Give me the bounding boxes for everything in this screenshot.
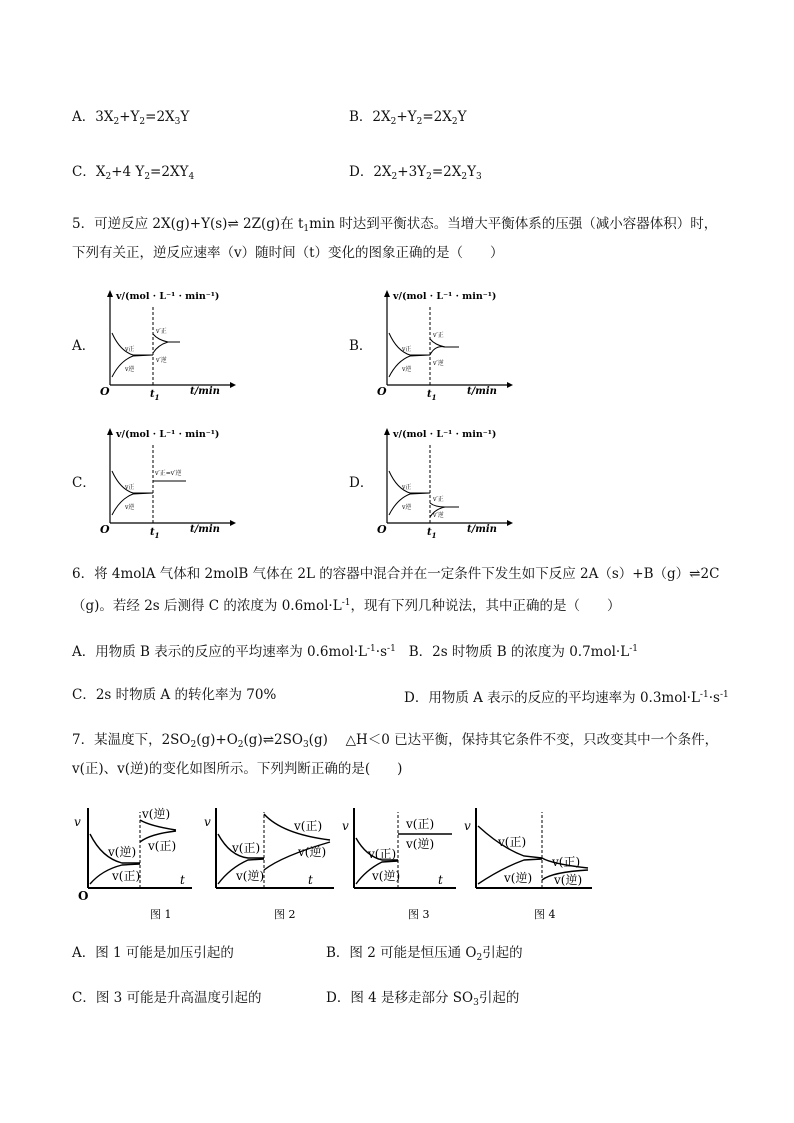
- x-axis-label: t/min: [467, 386, 497, 397]
- t1-label: $t_1$: [427, 527, 437, 540]
- v-label: v: [74, 815, 81, 829]
- q5-option-c-label: C．: [72, 475, 96, 491]
- y-axis-label: v/(mol · L⁻¹ · min⁻¹): [116, 429, 220, 440]
- t-label: t: [308, 873, 313, 887]
- q7-option-b: B．图 2 可能是恒压通 $O_2$引起的: [326, 945, 523, 963]
- rev-label: v(逆): [108, 845, 137, 859]
- q4-option-c: C．$X_2+4$ $Y_2=2XY_4$: [72, 164, 195, 182]
- vp-fwd-curve: [430, 347, 459, 355]
- fwd2-label: v(正): [294, 819, 323, 833]
- q4-option-d: D．$2X_2+3Y_2=2X_2Y_3$: [349, 164, 482, 182]
- rev-label: v(逆): [236, 869, 265, 883]
- fwd2-label: v(正): [406, 817, 435, 831]
- q5-graph-d: [375, 423, 515, 548]
- q7-stem-line2: v(正)、v(逆)的变化如图所示。下列判断正确的是( ): [72, 761, 403, 777]
- v-label: v: [342, 819, 349, 833]
- rev2-label: v(逆): [554, 873, 583, 887]
- rev2-label: v(逆): [298, 845, 327, 859]
- x-axis-arrow: [507, 520, 513, 526]
- caption-1: 图 1: [150, 908, 172, 921]
- q5-stem-line2: 下列有关正，逆反应速率（v）随时间（t）变化的图象正确的是（ ）: [72, 245, 504, 261]
- t1-label: $t_1$: [427, 389, 437, 402]
- origin-label: O: [377, 523, 387, 536]
- q7-fig-4: [464, 808, 592, 921]
- v-label: v: [204, 815, 211, 829]
- q6-option-a-b: A．用物质 B 表示的反应的平均速率为 $0.6mol\cdot L^{-1}\cdot s^{-1}$ B．2s 时物质 B 的浓度为 $0.7mol\cdot L^{-1}$: [72, 644, 638, 660]
- x-axis-label: t/min: [467, 524, 497, 535]
- vp-rev-curve: [430, 339, 445, 347]
- q7-fig-2: [204, 808, 334, 921]
- v-rev-label: v逆: [402, 504, 412, 511]
- q4-option-a: A．$3X_2+Y_2=2X_3Y$: [72, 109, 190, 127]
- v-rev-label: v逆: [125, 504, 135, 511]
- q6-option-c: C．2s 时物质 A 的转化率为 70%: [72, 687, 277, 703]
- y-axis-arrow: [107, 290, 113, 297]
- caption-2: 图 2: [274, 908, 296, 921]
- origin-label: O: [100, 385, 110, 398]
- rev-label: v(逆): [504, 871, 533, 885]
- q4-option-b: B．$2X_2+Y_2=2X_2Y$: [349, 109, 467, 127]
- vp-fwd-curve: [153, 334, 180, 342]
- q6-stem-line2: （g)。若经 2s 后测得 C 的浓度为 $0.6mol\cdot L^{-1}$，现有下列几种说法，其中正确的是（ ）: [72, 598, 621, 614]
- y-axis-label: v/(mol · L⁻¹ · min⁻¹): [393, 429, 497, 440]
- q7-figures: [72, 800, 602, 925]
- q7-option-a: A．图 1 可能是加压引起的: [72, 945, 234, 961]
- q5-option-b-label: B．: [349, 338, 373, 354]
- q5-stem-line1: 5．可逆反应 2X(g)+Y(s)⇌ 2Z(g)在 $t_1\min$ 时达到平衡状态。当增大平衡体系的压强（减小容器体积）时，: [72, 216, 718, 234]
- q5-graph-b: [375, 285, 515, 410]
- q7-option-d: D．图 4 是移走部分 $SO_3$引起的: [326, 990, 520, 1008]
- q7-fig-3: [342, 808, 456, 921]
- y-axis-label: v/(mol · L⁻¹ · min⁻¹): [393, 291, 497, 302]
- q7-option-c: C．图 3 可能是升高温度引起的: [72, 990, 262, 1006]
- vp-rev-label: v′逆: [433, 512, 444, 519]
- x-axis-arrow: [230, 520, 236, 526]
- vp-equal-label: v′正=v′逆: [155, 470, 182, 477]
- vp-rev-curve: [153, 342, 168, 353]
- vp-fwd-label: v′正: [433, 496, 444, 503]
- caption-3: 图 3: [408, 908, 430, 921]
- fwd-label: v(正): [368, 847, 397, 861]
- v-rev-label: v逆: [402, 366, 412, 373]
- t1-label: $t_1$: [150, 389, 160, 402]
- fwd2-label: v(正): [552, 855, 581, 869]
- v-rev-label: v逆: [125, 366, 135, 373]
- fwd2-label: v(正): [148, 839, 177, 853]
- v-fwd-label: v正: [125, 346, 135, 353]
- rev2-label: v(逆): [406, 837, 435, 851]
- q6-stem-line1: 6．将 4molA 气体和 2molB 气体在 2L 的容器中混合并在一定条件下发生如下反应 2A（s）+B（g）⇌2C: [72, 566, 720, 582]
- vp-fwd-curve: [430, 503, 459, 507]
- q5-option-a-label: A．: [72, 338, 96, 354]
- x-axis-arrow: [230, 382, 236, 388]
- t-label: t: [180, 873, 185, 887]
- origin-label: O: [377, 385, 387, 398]
- q7-stem-line1: 7．某温度下，$2SO_2(g)+O_2(g)\rightleftharpoons 2SO_3(g)$ △H＜0 已达平衡，保持其它条件不变，只改变其中一个条件，: [72, 732, 719, 750]
- x-axis-arrow: [507, 382, 513, 388]
- t1-label: $t_1$: [150, 527, 160, 540]
- vp-fwd-label: v′正: [433, 332, 444, 339]
- v-fwd-label: v正: [125, 484, 135, 491]
- y-axis-label: v/(mol · L⁻¹ · min⁻¹): [116, 291, 220, 302]
- caption-4: 图 4: [534, 908, 556, 921]
- q6-option-d: D．用物质 A 表示的反应的平均速率为 $0.3mol\cdot L^{-1}\cdot s^{-1}$: [404, 690, 729, 706]
- x-axis-label: t/min: [190, 386, 220, 397]
- v-label: v: [464, 819, 471, 833]
- fwd-label: v(正): [498, 835, 527, 849]
- rev-label: v(逆): [372, 869, 401, 883]
- y-axis-arrow: [107, 428, 113, 435]
- y-axis-arrow: [384, 290, 390, 297]
- v-fwd-label: v正: [402, 346, 412, 353]
- y-axis-arrow: [384, 428, 390, 435]
- vp-rev-label: v′逆: [433, 360, 444, 367]
- vp-fwd-label: v′正: [156, 328, 167, 335]
- fwd-label: v(正): [112, 869, 141, 883]
- v-fwd-label: v正: [402, 484, 412, 491]
- rev2-curve: [140, 820, 176, 830]
- q5-graph-a: [98, 285, 238, 410]
- q5-graph-c: [98, 423, 238, 548]
- fwd-label: v(正): [232, 841, 261, 855]
- vp-rev-label: v′逆: [156, 357, 167, 364]
- t-label: t: [438, 873, 443, 887]
- rev2-label: v(逆): [142, 807, 171, 821]
- origin-label: O: [78, 889, 89, 903]
- origin-label: O: [100, 523, 110, 536]
- x-axis-label: t/min: [190, 524, 220, 535]
- q7-fig-1: [74, 807, 192, 921]
- q5-option-d-label: D．: [349, 475, 374, 491]
